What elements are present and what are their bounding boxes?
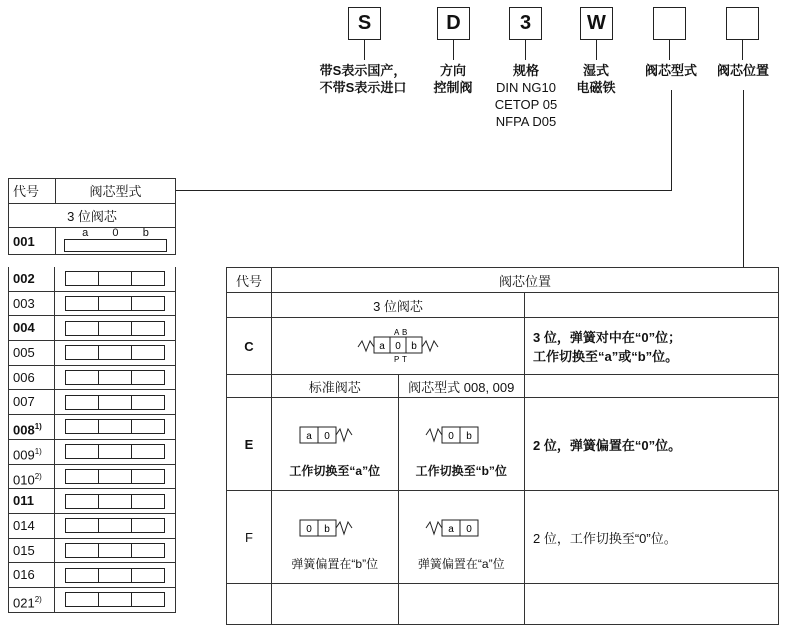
table-row: [8, 588, 176, 613]
svg-text:b: b: [411, 340, 417, 352]
valve-symbol-e2: 0 b 工作切换至“b”位: [398, 398, 525, 491]
spool-symbol: [55, 489, 175, 513]
caption-spool-position: 阀芯位置: [716, 63, 769, 78]
svg-text:0: 0: [448, 431, 455, 442]
row-desc-e: 2 位，弹簧偏置在“0”位。: [525, 398, 779, 491]
table-row-code: 011: [9, 489, 55, 513]
spool-position-table: [226, 267, 779, 625]
code-box-s: S: [348, 7, 381, 40]
subheader-3pos: 3 位阀芯: [272, 293, 525, 318]
valve-symbol-e1: a 0 工作切换至“a”位: [272, 398, 399, 491]
col-code: 代号: [9, 179, 56, 204]
table-row: [8, 267, 176, 292]
code-box-d: D: [437, 7, 470, 40]
subheader-3pos: 3 位阀芯: [9, 203, 176, 228]
spool-symbol: [55, 366, 175, 390]
svg-text:a: a: [379, 340, 385, 352]
table-row: [8, 514, 176, 539]
table-row-code: 016: [9, 563, 55, 587]
spool-symbol: [55, 588, 175, 612]
spool-symbol: [55, 390, 175, 414]
caption-w: 湿式 电磁铁: [576, 63, 616, 95]
svg-text:0: 0: [305, 524, 312, 535]
caption-3: 规格 DIN NG10 CETOP 05 NFPA D05: [494, 63, 558, 129]
spool-symbol: [55, 514, 175, 538]
caption-spool-type: 阀芯型式: [644, 63, 697, 78]
table-row-code: 008$^{1)}$: [9, 415, 55, 439]
spool-symbol: [55, 539, 175, 563]
valve-symbol-f2: a 0 弹簧偏置在“a”位: [398, 491, 525, 584]
spool-symbol: [55, 341, 175, 365]
subheader-standard: 标准阀芯: [272, 375, 399, 398]
code-box-3: 3: [509, 7, 542, 40]
spool-symbol: [55, 415, 175, 439]
col-type: 阀芯型式: [56, 179, 176, 204]
spool-symbol: [55, 267, 175, 291]
table-row-code: 006: [9, 366, 55, 390]
caption-s: 带S表示国产， 不带S表示进口: [319, 63, 407, 95]
table-row: [8, 563, 176, 588]
row-code-e: E: [227, 398, 272, 491]
code-box-spool-position: [726, 7, 759, 40]
table-row: [8, 316, 176, 341]
table-row-code: 009$^{1)}$: [9, 440, 55, 464]
row-code-f: F: [227, 491, 272, 584]
svg-text:0: 0: [323, 431, 330, 442]
spool-symbol: [55, 440, 175, 464]
spool-symbol: [55, 465, 175, 489]
svg-text:a: a: [305, 431, 312, 442]
table-row-code: 015: [9, 539, 55, 563]
row-desc-c: 3 位，弹簧对中在“0”位； 工作切换至“a”或“b”位。: [525, 318, 779, 375]
table-row: [8, 539, 176, 564]
table-row-code: 007: [9, 390, 55, 414]
table-row-code: 001: [9, 228, 56, 255]
spool-symbol: [55, 292, 175, 316]
table-row-code: 021$^{2)}$: [9, 588, 55, 612]
spool-symbol: [55, 316, 175, 340]
valve-symbol-f1: 0 b 弹簧偏置在“b”位: [272, 491, 399, 584]
valve-symbol-c: [272, 318, 525, 375]
col-position: 阀芯位置: [272, 268, 779, 293]
table-row: [8, 366, 176, 391]
table-row: [8, 292, 176, 317]
svg-text:B: B: [402, 327, 408, 337]
svg-text:P: P: [394, 354, 400, 364]
table-row: [8, 415, 176, 440]
table-row-code: 003: [9, 292, 55, 316]
spool-rows: [8, 267, 176, 613]
table-row: [8, 489, 176, 514]
svg-text:A: A: [394, 327, 400, 337]
table-row: [8, 440, 176, 465]
table-row-code: 002: [9, 267, 55, 291]
svg-text:0: 0: [395, 340, 401, 352]
subheader-special: 阀芯型式 008, 009: [398, 375, 525, 398]
table-row-code: 005: [9, 341, 55, 365]
table-row: [8, 390, 176, 415]
svg-text:b: b: [323, 524, 330, 535]
svg-text:b: b: [466, 431, 473, 442]
table-row: [8, 341, 176, 366]
spool-type-table: 代号 阀芯型式 3 位阀芯 001 a 0 b: [8, 178, 176, 255]
table-row-code: 014: [9, 514, 55, 538]
code-box-w: W: [580, 7, 613, 40]
table-row: [8, 465, 176, 490]
svg-text:T: T: [402, 354, 407, 364]
svg-text:a: a: [448, 524, 455, 535]
row-desc-f: 2 位，工作切换至“0”位。: [525, 491, 779, 584]
code-box-spool-type: [653, 7, 686, 40]
table-row-code: 004: [9, 316, 55, 340]
caption-d: 方向 控制阀: [433, 63, 473, 95]
row-code-c: C: [227, 318, 272, 375]
table-row-code: 010$^{2)}$: [9, 465, 55, 489]
spool-symbol: [55, 563, 175, 587]
col-code: 代号: [227, 268, 272, 293]
svg-text:0: 0: [466, 524, 473, 535]
